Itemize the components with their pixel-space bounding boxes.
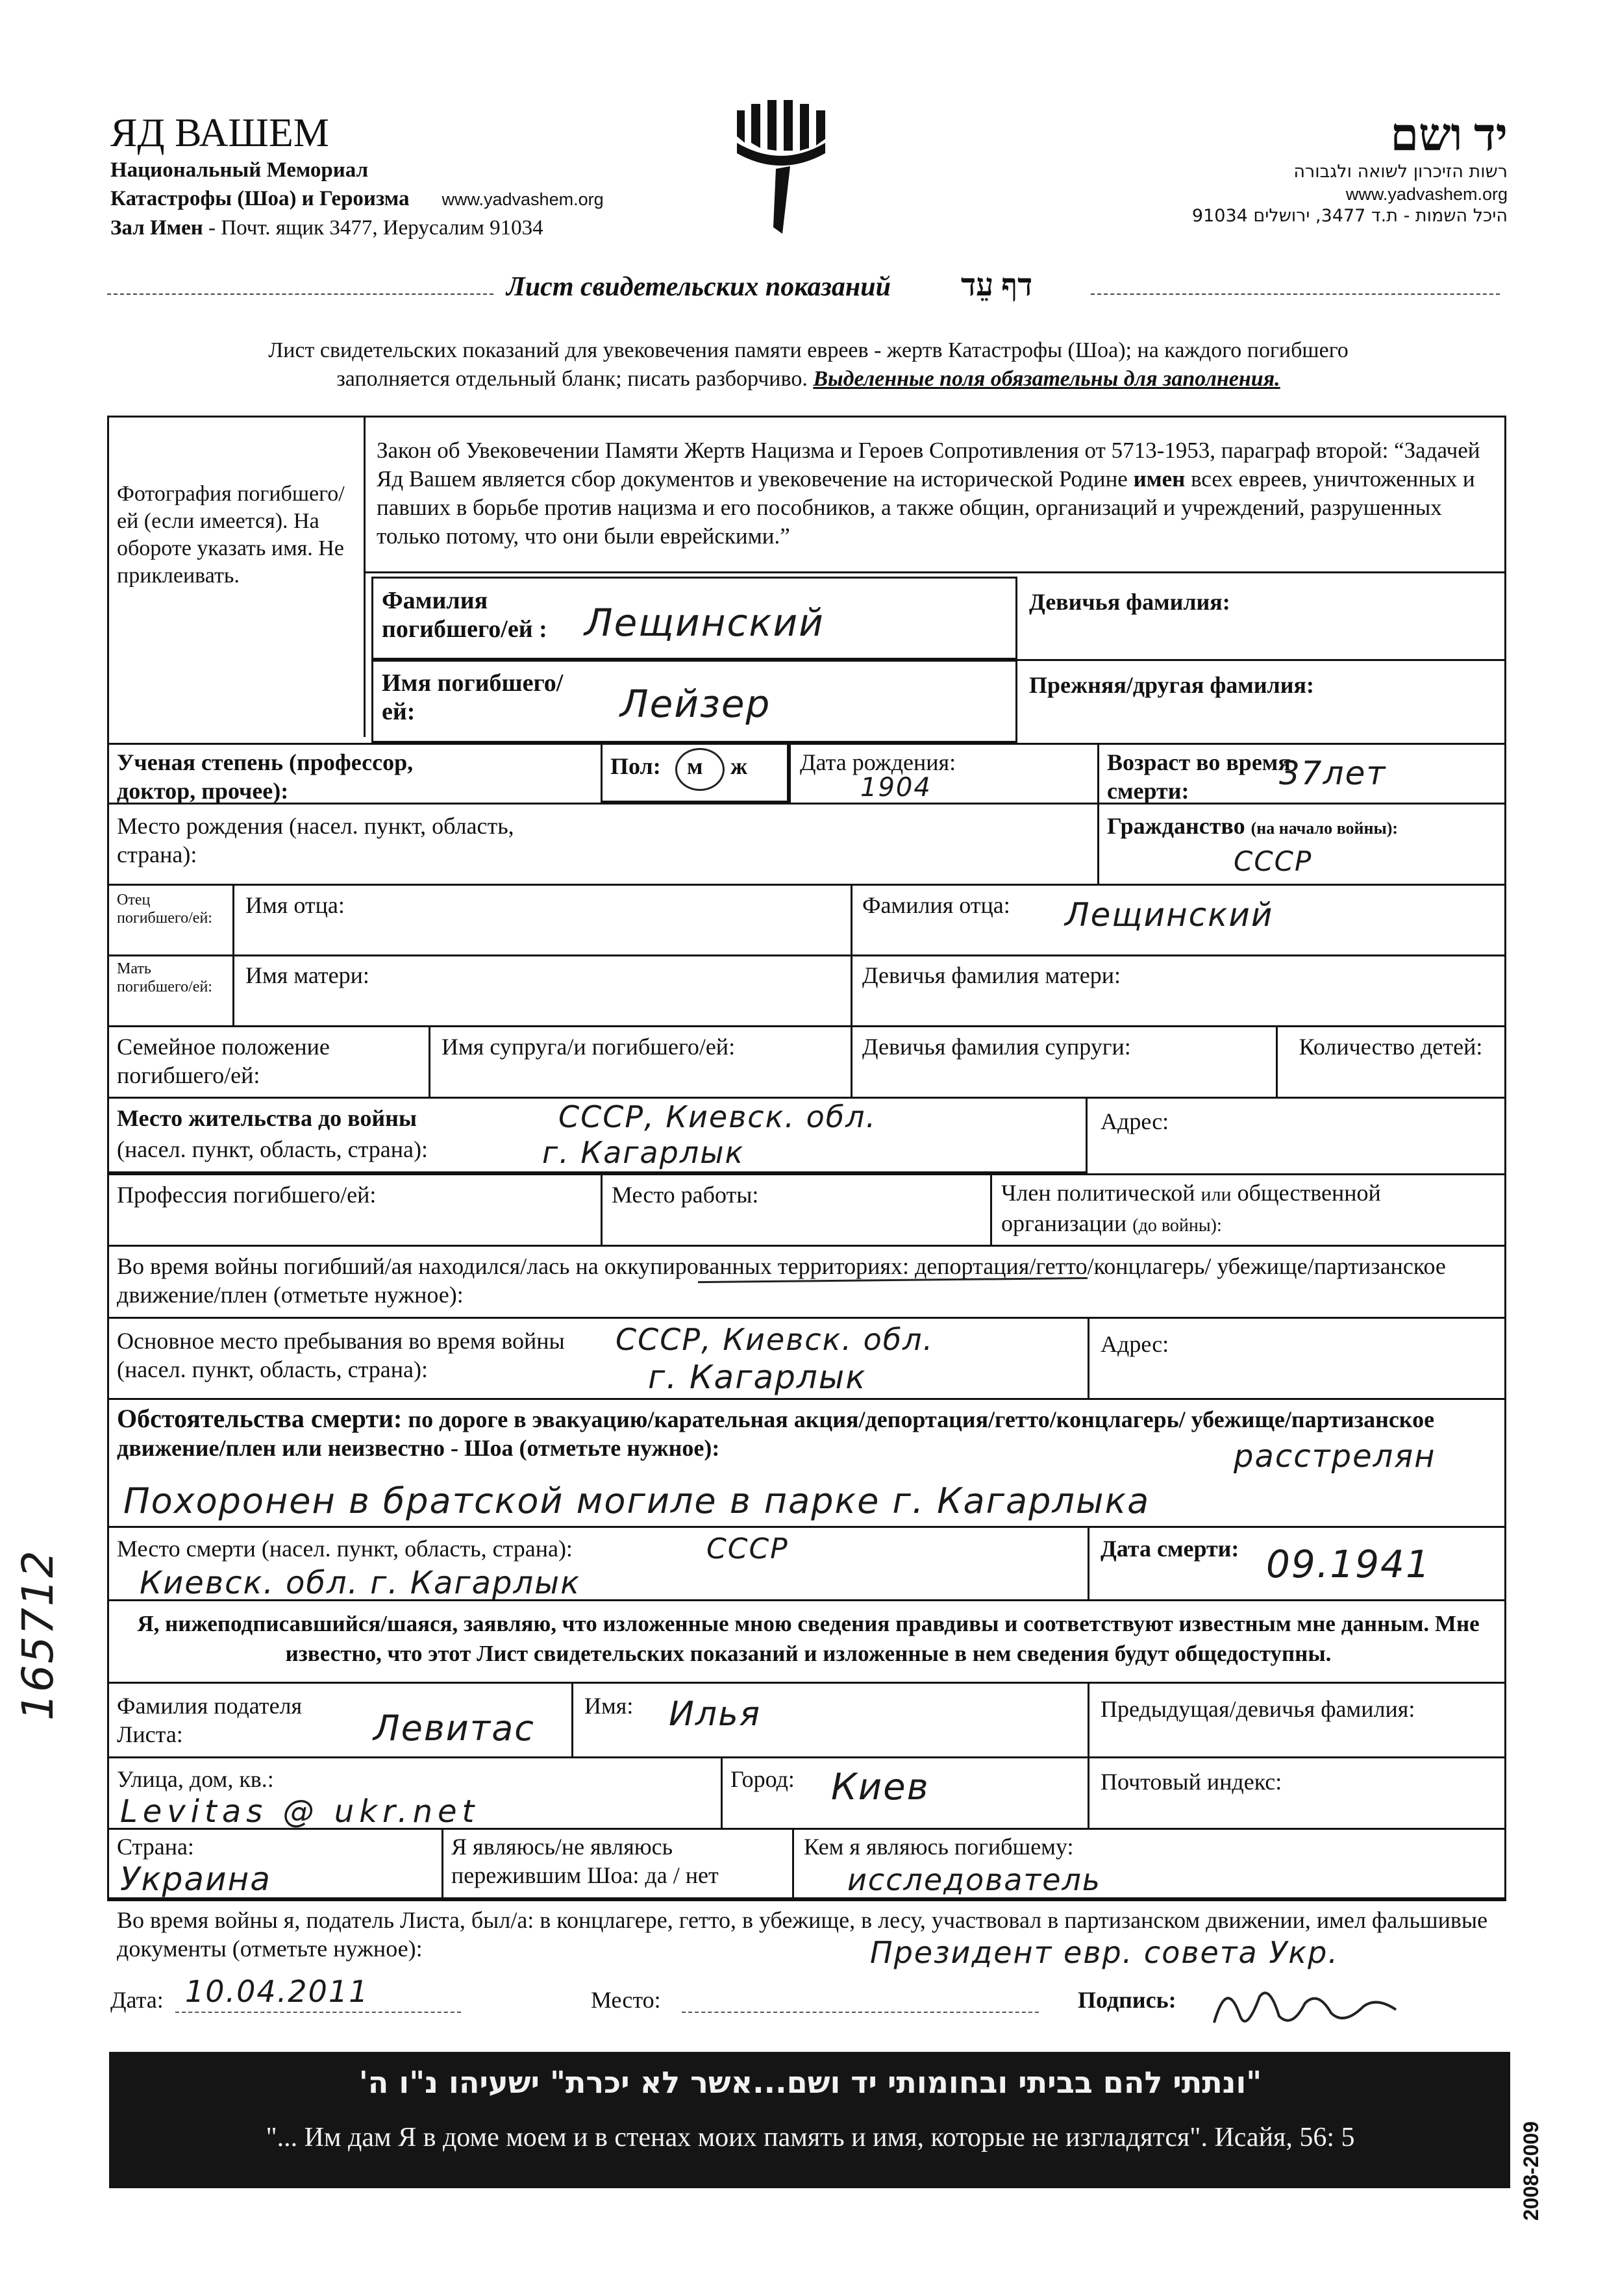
death-place-label: Место смерти (насел. пункт, область, страна):: [117, 1536, 573, 1562]
row-line-10: [107, 1682, 1506, 1684]
row-line-9: [107, 1599, 1506, 1601]
submitter-prev-divider: [1088, 1682, 1089, 1756]
row-line-7: [107, 1245, 1506, 1247]
name-label: Имя погибшего/ей:: [382, 669, 564, 725]
residence-label: Место жительства до войны: [117, 1105, 417, 1131]
father-side-label: Отец погибшего/ей:: [117, 892, 212, 927]
prev-surname-label: Прежняя/другая фамилия:: [1029, 672, 1314, 698]
org-url-right: www.yadvashem.org: [1345, 184, 1508, 204]
city-label: Город:: [730, 1766, 795, 1792]
signature-label: Подпись:: [1078, 1987, 1176, 2013]
spouse-maiden-label: Девичья фамилия супруги:: [862, 1034, 1131, 1060]
dob-value: 1904: [860, 773, 932, 803]
degree-label: Ученая степень (профессор, доктор, прочее):: [117, 749, 414, 804]
residence-sublabel: (насел. пункт, область, страна):: [117, 1136, 429, 1162]
title-rule-right: [1091, 293, 1500, 295]
org-he-line1: רשות הזיכרון לשואה ולגבורה: [1293, 162, 1508, 182]
yad-vashem-logo: [730, 97, 834, 240]
mother-maiden-label: Девичья фамилия матери:: [862, 962, 1121, 988]
zip-divider: [1088, 1756, 1089, 1828]
form-title-he: דף עֵד: [961, 268, 1033, 303]
street-label: Улица, дом, кв.:: [117, 1766, 274, 1792]
footer-banner: [109, 2052, 1510, 2188]
row-line-6: [107, 1173, 1506, 1175]
city-value: Киев: [831, 1766, 930, 1808]
submitter-surname-value: Левитас: [373, 1708, 535, 1749]
survivor-label[interactable]: Я являюсь/не являюсь пережившим Шоа: да / нет: [451, 1834, 719, 1888]
intro-line1: Лист свидетельских показаний для увековечения памяти евреев - жертв Катастрофы (Шоа); на каждого погибшего: [268, 338, 1349, 362]
marital-label: Семейное положение погибшего/ей:: [117, 1034, 330, 1088]
death-circumstances-label: Обстоятельства смерти: по дороге в эвакуацию/карательная акция/депортация/гетто/концлагерь/ убежище/партизанское движение/плен или неизвестно - Шоа (отметьте нужное):: [117, 1404, 1435, 1461]
row-line-8: [107, 1317, 1506, 1319]
row-line-1: [107, 743, 1506, 745]
zip-label: Почтовый индекс:: [1101, 1769, 1282, 1795]
place-underline: [682, 2012, 1039, 2013]
member-label: Член политической или общественной организации (до войны):: [1001, 1180, 1381, 1236]
death-circumstances-value-2: Похоронен в братской могиле в парке г. Кагарлыка: [123, 1480, 1151, 1521]
death-place-value-1: СССР: [706, 1532, 789, 1566]
dob-divider: [789, 743, 791, 803]
law-divider: [364, 571, 1506, 573]
birthplace-label: Место рождения (насел. пункт, область, страна):: [117, 813, 514, 867]
death-date-divider: [1088, 1528, 1089, 1599]
father-surname-value: Лещинский: [1065, 896, 1274, 934]
submitter-name-divider: [571, 1682, 573, 1756]
relation-label: Кем я являюсь погибшему:: [804, 1834, 1074, 1860]
age-value: 37лет: [1279, 755, 1387, 792]
intro-line2: заполняется отдельный бланк; писать разборчиво. Выделенные поля обязательны для заполнения.: [336, 367, 1280, 391]
relation-divider: [792, 1828, 794, 1899]
row-line-2: [107, 803, 1506, 805]
org-he-line3: היכל השמות - ת.ד 3477, ירושלים 91034: [1191, 206, 1508, 226]
org-line1: Национальный Мемориал: [110, 158, 369, 182]
father-surname-label: Фамилия отца:: [862, 892, 1010, 918]
address-label: Адрес:: [1101, 1108, 1169, 1134]
age-label: Возраст во время смерти:: [1107, 749, 1291, 804]
org-line3: Зал Имен - Почт. ящик 3477, Иерусалим 91034: [110, 216, 543, 240]
org-line2: Катастрофы (Шоа) и Героизма www.yadvashem.org: [110, 187, 604, 210]
date-label: Дата:: [110, 1987, 164, 2013]
surname-value: Лещинский: [584, 601, 825, 645]
sex-label: Пол:: [610, 753, 661, 779]
work-label: Место работы:: [612, 1182, 759, 1208]
address-top-line: [1088, 1097, 1506, 1099]
header-left: [110, 110, 604, 242]
dob-label: Дата рождения:: [800, 749, 956, 775]
death-circumstances-value-1: расстрелян: [1234, 1438, 1436, 1475]
work-divider: [601, 1173, 603, 1245]
name-value: Лейзер: [620, 682, 771, 726]
age-divider: [1097, 743, 1099, 803]
children-label: Количество детей:: [1299, 1034, 1483, 1060]
intro-text: [114, 336, 1503, 393]
citizenship-label: Гражданство (на начало войны):: [1107, 813, 1399, 839]
submitter-name-value: Илья: [669, 1695, 762, 1734]
mother-name-label: Имя матери:: [245, 962, 369, 988]
org-title-ru: ЯД ВАШЕМ: [110, 111, 329, 155]
city-divider: [721, 1756, 723, 1828]
header-right: [1053, 110, 1508, 227]
address2-label: Адрес:: [1101, 1331, 1169, 1357]
death-date-value: 09.1941: [1266, 1542, 1431, 1586]
side-year: 2008-2009: [1519, 2121, 1543, 2221]
death-place-value-2: Киевск. обл. г. Кагарлык: [140, 1565, 581, 1601]
place-label: Место:: [591, 1987, 661, 2013]
residence-value-1: СССР, Киевск. обл.: [558, 1099, 877, 1134]
children-divider: [1276, 1025, 1278, 1097]
date-value: 10.04.2011: [185, 1974, 369, 2009]
father-name-label: Имя отца:: [245, 892, 345, 918]
row-line-3: [107, 884, 1506, 886]
submitter-name-label: Имя:: [584, 1693, 634, 1719]
title-rule-left: [107, 293, 493, 295]
declaration-text: Я, нижеподписавшийся/шаяся, заявляю, что изложенные мною сведения правдивы и соответствуют известным мне данным. Мне известно, что этот Лист свидетельских показаний и изложенные в нем сведения будут общедоступны.: [137, 1611, 1480, 1666]
signature-mark: [1208, 1971, 1402, 2042]
submitter-prev-label: Предыдущая/девичья фамилия:: [1101, 1696, 1415, 1722]
country-value: Украина: [120, 1860, 271, 1898]
org-url-left: www.yadvashem.org: [442, 190, 604, 209]
photo-divider: [364, 416, 366, 737]
maiden-label: Девичья фамилия:: [1029, 589, 1230, 615]
submitter-surname-label: Фамилия подателя Листа:: [117, 1693, 303, 1747]
citizenship-divider: [1097, 803, 1099, 884]
org-title-he: יד ושם: [1390, 110, 1508, 160]
row-line-13: [107, 1899, 1506, 1901]
footer-hebrew: "ונתתי להם בביתי ובחומותי יד ושם...אשר לא יכרת" ישעיהו נ"ו ה': [358, 2065, 1262, 2100]
row-line-4: [107, 955, 1506, 956]
death-date-label: Дата смерти:: [1101, 1536, 1239, 1562]
main-place-value-1: СССР, Киевск. обл.: [616, 1322, 934, 1357]
address2-divider: [1088, 1317, 1089, 1398]
submitter-war-label: Во время войны я, податель Листа, был/а: в концлагере, гетто, в убежище, в лесу, участвовал в партизанском движении, имел фальшивые документы (отметьте нужное):: [117, 1907, 1488, 1962]
survivor-divider: [442, 1828, 443, 1899]
footer-russian: "... Им дам Я в доме моем и в стенах моих память и имя, которые не изгладятся". Исайя, 56: 5: [266, 2123, 1355, 2152]
relation-value: исследователь: [847, 1862, 1102, 1897]
spouse-name-label: Имя супруга/и погибшего/ей:: [442, 1034, 736, 1060]
law-text: Закон об Увековечении Памяти Жертв Нацизма и Героев Сопротивления от 5713-1953, параграф второй: “Задачей Яд Вашем является сбор документов и увековечение на исторической Родине имен всех евреев, уничтоженных и павших в борьбе против нацизма и его пособников, а также общин, организаций и учреждений, разрушенных только потому, что они были еврейскими.”: [377, 438, 1480, 549]
row-line-5: [107, 1025, 1506, 1027]
sex-option-female[interactable]: ж: [730, 753, 748, 779]
form-title: Лист свидетельских показаний: [506, 272, 891, 302]
spouse-divider: [851, 1025, 852, 1097]
mother-side-label: Мать погибшего/ей:: [117, 960, 212, 995]
residence-value-2: г. Кагарлык: [542, 1135, 745, 1170]
country-label: Страна:: [117, 1834, 194, 1860]
submitter-war-value: Президент евр. совета Укр.: [870, 1935, 1339, 1970]
maiden-divider: [1017, 659, 1506, 661]
main-place-value-2: г. Кагарлык: [648, 1358, 867, 1396]
street-value: Levitas @ ukr.net: [120, 1793, 480, 1830]
row-line-12: [107, 1828, 1506, 1830]
photo-label: Фотография погибшего/ей (если имеется). На обороте указать имя. Не приклеивать.: [117, 482, 345, 588]
surname-label: Фамилия погибшего/ей :: [382, 587, 547, 643]
main-place-label: Основное место пребывания во время войны (насел. пункт, область, страна):: [117, 1328, 565, 1382]
marital-divider: [429, 1025, 430, 1097]
war-status-label: Во время войны погибший/ая находился/лась на оккупированных территориях: депортация/гетто/концлагерь/ убежище/партизанское движение/плен (отметьте нужное):: [117, 1253, 1446, 1308]
margin-note: 165712: [13, 1549, 63, 1721]
member-divider: [990, 1173, 992, 1245]
row-line-11: [107, 1756, 1506, 1758]
sex-option-male[interactable]: м: [687, 753, 703, 779]
citizenship-value: СССР: [1234, 845, 1313, 877]
date-underline: [175, 2012, 461, 2013]
profession-label: Профессия погибшего/ей:: [117, 1182, 377, 1208]
